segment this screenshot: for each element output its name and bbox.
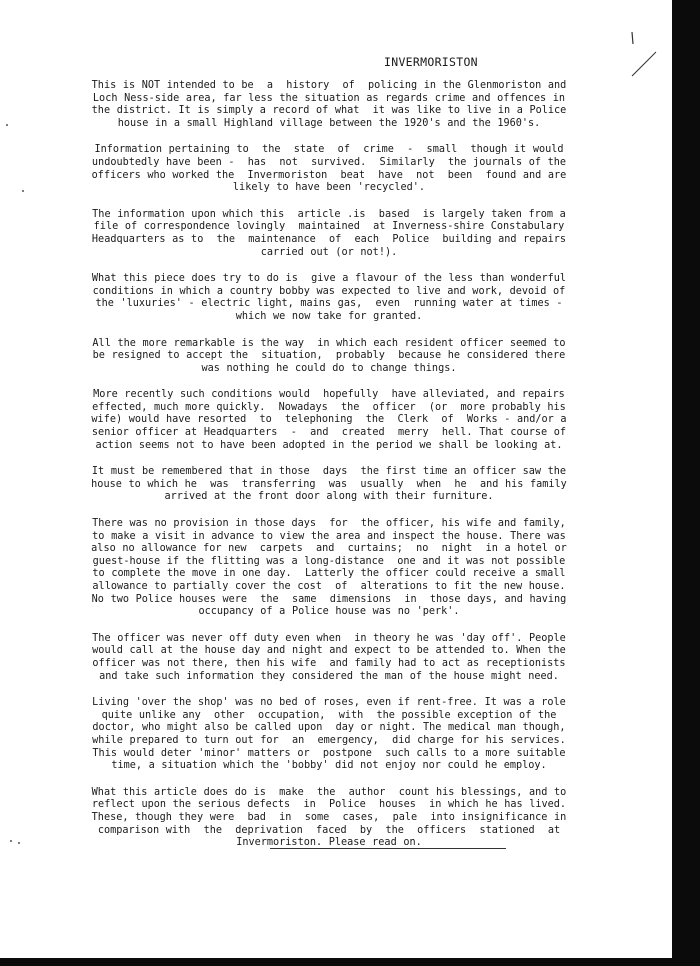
paragraph-line: These, though they were bad in some cases, pale into insignificance in xyxy=(91,811,567,823)
paragraph-line: All the more remarkable is the way in which each resident officer seemed to xyxy=(92,337,566,349)
paragraph-line: occupancy of a Police house was no 'perk'. xyxy=(198,606,460,618)
margin-pen-mark xyxy=(628,30,658,80)
paragraph-line: wife) would have resorted to telephoning the Clerk of Works - and/or a xyxy=(91,414,567,426)
paragraph-line: officer was not there, then his wife and family had to act as receptionists xyxy=(92,657,566,669)
paragraph xyxy=(68,273,590,323)
paragraph-line: and take such information they considered the man of the house might need. xyxy=(99,670,559,682)
paragraph-line: effected, much more quickly. Nowadays the officer (or more probably his xyxy=(92,401,566,413)
paragraph-line: guest-house if the flitting was a long-distance one and it was not possible xyxy=(92,555,566,567)
paragraph-line: action seems not to have been adopted in the period we shall be looking at. xyxy=(95,439,563,451)
paragraph-line: This would deter 'minor' matters or postpone such calls to a more suitable xyxy=(92,747,566,759)
paragraph-line: No two Police houses were the same dimensions in those days, and having xyxy=(91,593,567,605)
paragraph-line: Headquarters as to the maintenance of each Police building and repairs xyxy=(91,233,567,245)
paragraph-line: There was no provision in those days for the officer, his wife and family, xyxy=(92,518,566,530)
paragraph xyxy=(68,518,590,619)
paragraph-line: Loch Ness-side area, far less the situation as regards crime and offences in xyxy=(92,92,566,104)
paragraph-line: the 'luxuries' - electric light, mains gas, even running water at times - xyxy=(95,298,563,310)
paragraph-line: be resigned to accept the situation, probably because he considered there xyxy=(92,350,566,362)
paragraph xyxy=(68,389,590,452)
paragraph xyxy=(68,80,590,130)
paragraph xyxy=(68,144,590,194)
paragraph-line: Living 'over the shop' was no bed of roses, even if rent-free. It was a role xyxy=(92,697,566,709)
paragraph-line: time, a situation which the 'bobby' did not enjoy nor could he employ. xyxy=(111,760,547,772)
paragraph-line: house in a small Highland village between the 1920's and the 1960's. xyxy=(117,117,541,129)
paragraph-line: Information pertaining to the state of crime - small though it would xyxy=(94,144,564,156)
paragraph xyxy=(68,787,590,850)
paragraph-line: senior officer at Headquarters - and created merry hell. That course of xyxy=(91,427,567,439)
paragraph-line: The information upon which this article .is based is largely taken from a xyxy=(92,208,566,220)
paragraph-line: would call at the house day and night and expect to be attended to. When the xyxy=(92,645,566,657)
paragraph-line: to complete the move in one day. Latterly the officer could receive a small xyxy=(92,568,566,580)
paragraph-line: The officer was never off duty even when in theory he was 'day off'. People xyxy=(92,632,566,644)
paragraph-line: which we now take for granted. xyxy=(235,310,423,322)
paragraph-line: quite unlike any other occupation, with the possible exception of the xyxy=(101,709,557,721)
scan-border-bottom xyxy=(0,958,700,966)
scan-speck xyxy=(10,840,12,842)
paragraph-line: Invermoriston. Please read on. xyxy=(236,837,422,849)
paragraph-line: while prepared to turn out for an emergency, did charge for his services. xyxy=(92,734,566,746)
paragraph-line: to make a visit in advance to view the area and inspect the house. There was xyxy=(92,530,566,542)
paragraph-line: More recently such conditions would hopefully have alleviated, and repairs xyxy=(93,389,565,401)
paragraph-line: likely to have been 'recycled'. xyxy=(232,182,426,194)
document-title: INVERMORISTON xyxy=(384,55,478,69)
paragraph-line: file of correspondence lovingly maintained at Inverness-shire Constabulary xyxy=(93,221,565,233)
paragraph-line: house to which he was transferring was usually when he and his family xyxy=(91,478,567,490)
paragraph-line: reflect upon the serious defects in Police houses in which he has lived. xyxy=(91,799,567,811)
paragraph-line: This is NOT intended to be a history of policing in the Glenmoriston and xyxy=(91,80,567,91)
scan-speck xyxy=(18,842,20,844)
paragraph-line: What this article does do is make the author count his blessings, and to xyxy=(91,786,567,798)
paragraph-line: allowance to partially cover the cost of alterations to fit the new house. xyxy=(92,581,566,592)
paragraph-line: undoubtedly have been - has not survived. Similarly the journals of the xyxy=(91,156,567,168)
paragraph-line: arrived at the front door along with their furniture. xyxy=(164,491,494,503)
paragraph-line: conditions in which a country bobby was expected to live and work, devoid of xyxy=(92,285,566,297)
paragraph xyxy=(68,209,590,259)
scan-speck xyxy=(6,124,8,126)
paragraph xyxy=(68,338,590,376)
paragraph xyxy=(68,697,590,773)
paragraph-line: comparison with the deprivation faced by the officers stationed at xyxy=(97,824,561,836)
paragraph-line: the district. It is simply a record of what it was like to live in a Police xyxy=(91,105,567,117)
paragraph xyxy=(68,633,590,683)
paragraph-line: also no allowance for new carpets and curtains; no night in a hotel or xyxy=(91,543,567,555)
paragraph-line: What this piece does try to do is give a flavour of the less than wonderful xyxy=(91,273,567,285)
scan-border-right xyxy=(672,0,700,966)
end-rule xyxy=(270,848,506,849)
paragraph-line: officers who worked the Invermoriston beat have not been found and are xyxy=(91,169,567,181)
paragraph xyxy=(68,466,590,504)
paragraph-line: It must be remembered that in those days the first time an officer saw the xyxy=(91,466,567,478)
paragraph-line: doctor, who might also be called upon day or night. The medical man though, xyxy=(92,722,566,734)
scan-speck xyxy=(22,190,24,192)
paragraph-line: was nothing he could do to change things. xyxy=(201,362,457,374)
paragraph-line: carried out (or not!). xyxy=(260,246,398,258)
document-body xyxy=(68,80,590,864)
